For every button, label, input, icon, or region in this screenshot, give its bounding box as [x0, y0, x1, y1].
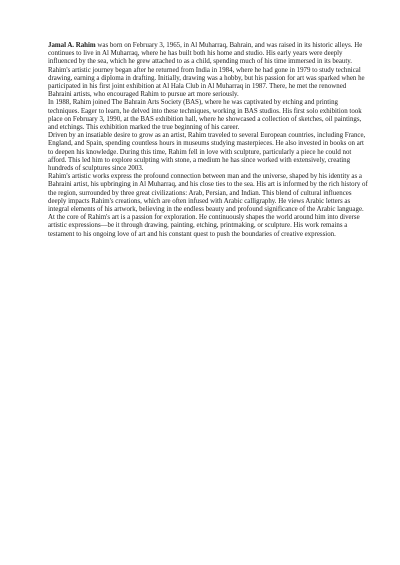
paragraph-5: Rahim's artistic works express the profound connection between man and the universe, shaped by his identity as a Bahraini artist, his upbringing in Al Muharraq, and his close ties to the sea. His art is informed by the rich history of the region, surrounded by three great civilizations: Arab, Persian, and Indian. This blend of cultural influences deeply impacts Rahim's creations, which are often infused with Arabic calligraphy. He views Arabic letters as integral elements of his artwork, believing in the endless beauty and profound significance of the Arabic language. [48, 173, 368, 214]
paragraph-6: At the core of Rahim's art is a passion for exploration. He continuously shapes the world around him into diverse artistic expressions—be it through drawing, painting, etching, printmaking, or sculpture. His work remains a testament to his ongoing love of art and his constant quest to push the boundaries of creative expression. [48, 214, 360, 238]
artist-name: Jamal A. Rahim [48, 42, 96, 49]
paragraph-3: In 1988, Rahim joined The Bahrain Arts Society (BAS), where he was captivated by etching and printing techniques. Eager to learn, he delved into these techniques, working in BAS studios. His first solo exhibition took place on February 3, 1990, at the BAS exhibition hall, where he showcased a collection of sketches, oil paintings, and etchings. This exhibition marked the true beginning of his career. [48, 99, 362, 132]
paragraph-2: Rahim's artistic journey began after he returned from India in 1984, where he had gone in 1979 to study technical drawing, earning a diploma in drafting. Initially, drawing was a hobby, but his passion for art was sparked when he participated in his first joint exhibition at Al Hala Club in Al Muharraq in 1987. There, he met the renowned Bahraini artists, who encouraged Rahim to pursue art more seriously. [48, 66, 365, 99]
paragraph-1-body: was born on February 3, 1965, in Al Muharraq, Bahrain, and was raised in its historic alleys. He continues to live in Al Muharraq, where he has built both his home and studio. His early years were deeply influenced by the sea, which he grew attached to as a child, spending much of his time immersed in its beauty. [48, 42, 363, 66]
paragraph-4: Driven by an insatiable desire to grow as an artist, Rahim traveled to several European countries, including France, England, and Spain, spending countless hours in museums studying masterpieces. He also invested in books on art to deepen his knowledge. During this time, Rahim fell in love with sculpture, particularly a piece he could not afford. This led him to explore sculpting with stone, a medium he has since worked with extensively, creating hundreds of sculptures since 2003. [48, 132, 366, 173]
paragraph-1 [48, 42, 368, 67]
biography-text [48, 42, 368, 239]
